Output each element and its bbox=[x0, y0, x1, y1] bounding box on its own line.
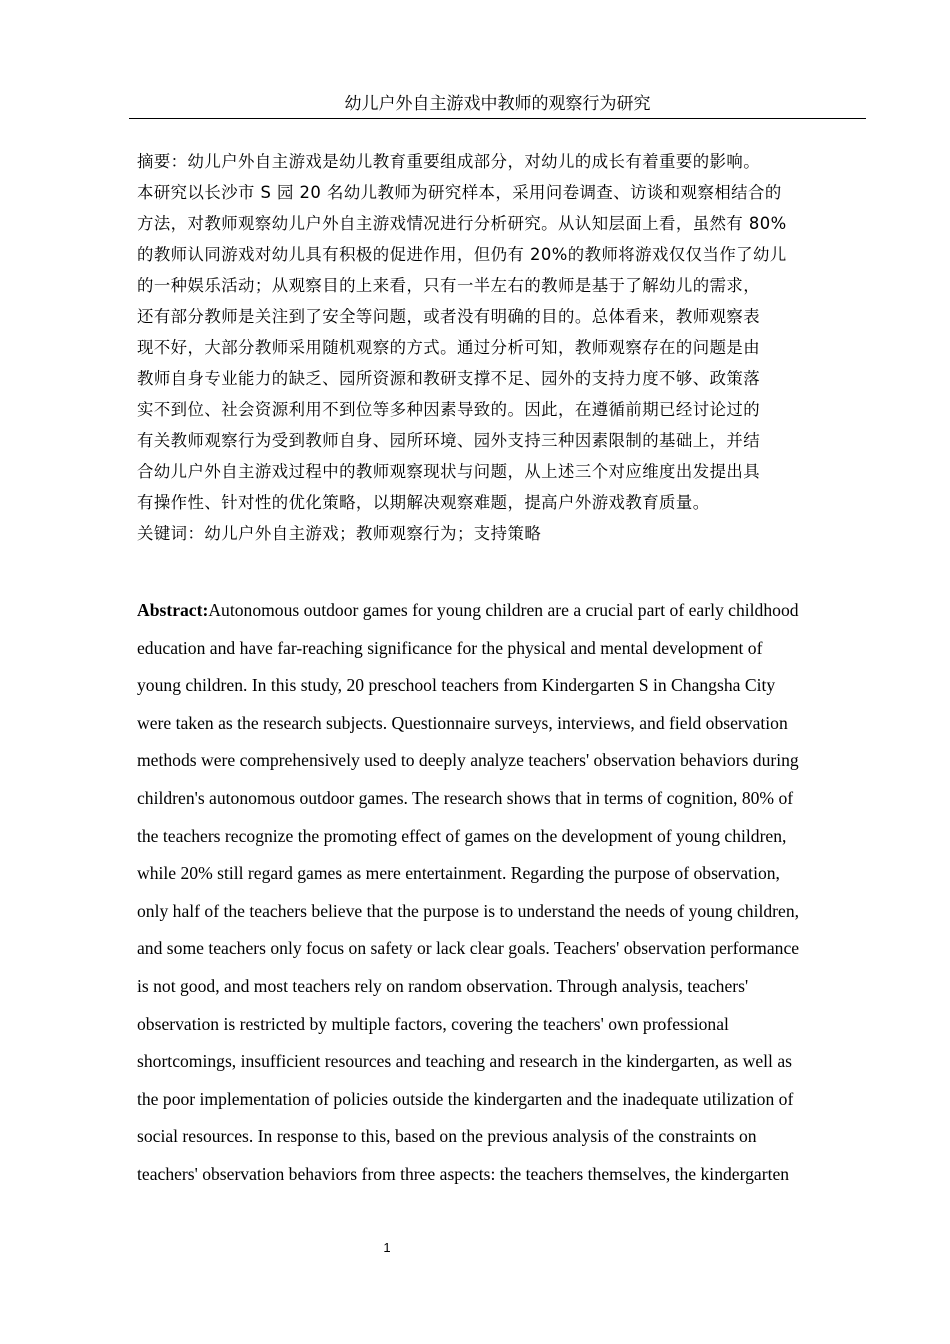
english-abstract-line: social resources. In response to this, based on the previous analysis of the constraints on bbox=[137, 1126, 757, 1147]
english-abstract-first-line bbox=[137, 592, 862, 630]
chinese-abstract-line: 有操作性、针对性的优化策略，以期解决观察难题，提高户外游戏教育质量。 bbox=[137, 493, 710, 512]
chinese-abstract-line: 本研究以长沙市 S 园 20 名幼儿教师为研究样本，采用问卷调查、访谈和观察相结合的 bbox=[137, 183, 782, 202]
english-abstract-line: the poor implementation of policies outside the kindergarten and the inadequate utilization of bbox=[137, 1088, 794, 1109]
english-abstract-line: only half of the teachers believe that the purpose is to understand the needs of young children, bbox=[137, 900, 800, 921]
english-abstract-line: young children. In this study, 20 preschool teachers from Kindergarten S in Changsha City bbox=[137, 675, 776, 696]
english-abstract-line: shortcomings, insufficient resources and teaching and research in the kindergarten, as well as bbox=[137, 1051, 792, 1072]
chinese-abstract-line: 有关教师观察行为受到教师自身、园所环境、园外支持三种因素限制的基础上，并结 bbox=[137, 431, 761, 450]
chinese-keywords: 关键词：幼儿户外自主游戏；教师观察行为；支持策略 bbox=[137, 524, 542, 543]
chinese-abstract-line: 还有部分教师是关注到了安全等问题，或者没有明确的目的。总体看来，教师观察表 bbox=[137, 307, 761, 326]
chinese-abstract-line: 摘要：幼儿户外自主游戏是幼儿教育重要组成部分，对幼儿的成长有着重要的影响。 bbox=[137, 152, 761, 171]
chinese-abstract-line: 合幼儿户外自主游戏过程中的教师观察现状与问题，从上述三个对应维度出发提出具 bbox=[137, 462, 761, 481]
chinese-abstract-line: 教师自身专业能力的缺乏、园所资源和教研支撑不足、园外的支持力度不够、政策落 bbox=[137, 369, 761, 388]
chinese-abstract-line: 的一种娱乐活动；从观察目的上来看，只有一半左右的教师是基于了解幼儿的需求， bbox=[137, 276, 761, 295]
running-header-title: 幼儿户外自主游戏中教师的观察行为研究 bbox=[344, 94, 651, 114]
abstract-label: Abstract: bbox=[137, 600, 209, 620]
english-abstract-line: methods were comprehensively used to deeply analyze teachers' observation behaviors during bbox=[137, 750, 799, 771]
page-number: 1 bbox=[383, 1240, 391, 1255]
english-abstract-line: education and have far-reaching significance for the physical and mental development of bbox=[137, 637, 763, 658]
chinese-abstract-line: 现不好，大部分教师采用随机观察的方式。通过分析可知，教师观察存在的问题是由 bbox=[137, 338, 761, 357]
english-abstract-line: while 20% still regard games as mere entertainment. Regarding the purpose of observation, bbox=[137, 863, 780, 884]
english-abstract-line: were taken as the research subjects. Questionnaire surveys, interviews, and field observation bbox=[137, 712, 788, 733]
english-abstract-line: teachers' observation behaviors from three aspects: the teachers themselves, the kindergarten bbox=[137, 1163, 790, 1184]
chinese-abstract-line: 实不到位、社会资源利用不到位等多种因素导致的。因此，在遵循前期已经讨论过的 bbox=[137, 400, 761, 419]
chinese-abstract-line: 的教师认同游戏对幼儿具有积极的促进作用，但仍有 20%的教师将游戏仅仅当作了幼儿 bbox=[137, 245, 787, 264]
header-rule bbox=[129, 118, 866, 119]
english-abstract bbox=[137, 592, 862, 1194]
english-abstract-line: is not good, and most teachers rely on random observation. Through analysis, teachers' bbox=[137, 975, 749, 996]
chinese-abstract-line: 方法，对教师观察幼儿户外自主游戏情况进行分析研究。从认知层面上看，虽然有 80% bbox=[137, 214, 787, 233]
english-abstract-line: and some teachers only focus on safety or lack clear goals. Teachers' observation performance bbox=[137, 938, 800, 959]
english-abstract-line: Autonomous outdoor games for young children are a crucial part of early childhood bbox=[208, 600, 799, 620]
english-abstract-line: the teachers recognize the promoting effect of games on the development of young children, bbox=[137, 825, 787, 846]
chinese-abstract bbox=[137, 146, 862, 549]
english-abstract-line: children's autonomous outdoor games. The research shows that in terms of cognition, 80% of bbox=[137, 787, 794, 808]
english-abstract-line: observation is restricted by multiple factors, covering the teachers' own professional bbox=[137, 1013, 729, 1034]
